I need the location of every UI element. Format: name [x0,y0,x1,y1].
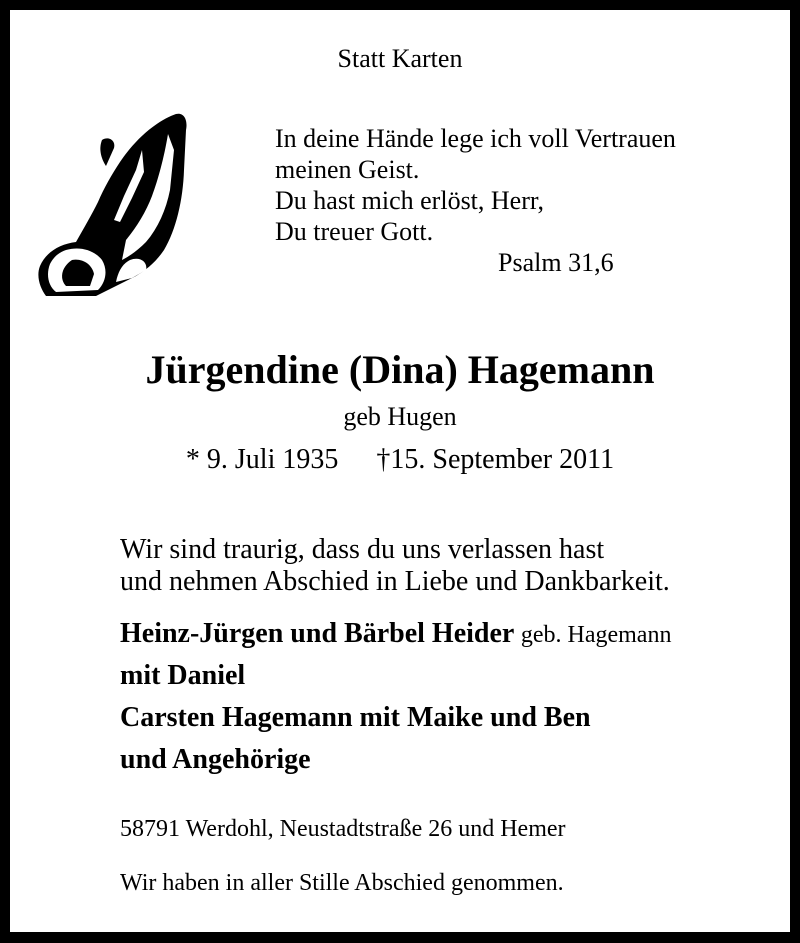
obituary-card [10,10,790,932]
verse-reference: Psalm 31,6 [498,248,614,277]
maiden-name: geb Hugen [343,402,457,431]
deceased-name: Jürgendine (Dina) Hagemann [145,347,655,392]
family-line-2: mit Daniel [120,660,246,691]
bible-verse [275,123,676,247]
praying-hands-icon [36,110,188,298]
verse-line: meinen Geist. [275,155,420,184]
mourning-line: und nehmen Abschied in Liebe und Dankbarkeit. [120,566,670,597]
family-line-1 [120,618,671,650]
family-line-4: und Angehörige [120,744,311,775]
birth-date: * 9. Juli 1935 [185,444,339,475]
family-names: Heinz-Jürgen und Bärbel Heider [120,618,514,649]
mourning-text [120,534,670,598]
header-title: Statt Karten [337,44,463,73]
address: 58791 Werdohl, Neustadtstraße 26 und Hemer [120,816,566,842]
mourning-line: Wir sind traurig, dass du uns verlassen hast [120,534,605,565]
death-date: †15. September 2011 [376,444,615,475]
verse-line: Du hast mich erlöst, Herr, [275,186,545,215]
closing-text: Wir haben in aller Stille Abschied genommen. [120,870,564,896]
family-line-3: Carsten Hagemann mit Maike und Ben [120,702,591,733]
verse-line: In deine Hände lege ich voll Vertrauen [275,124,676,153]
life-dates [10,444,790,476]
family-maiden-name: geb. Hagemann [520,622,672,648]
verse-line: Du treuer Gott. [275,217,434,246]
